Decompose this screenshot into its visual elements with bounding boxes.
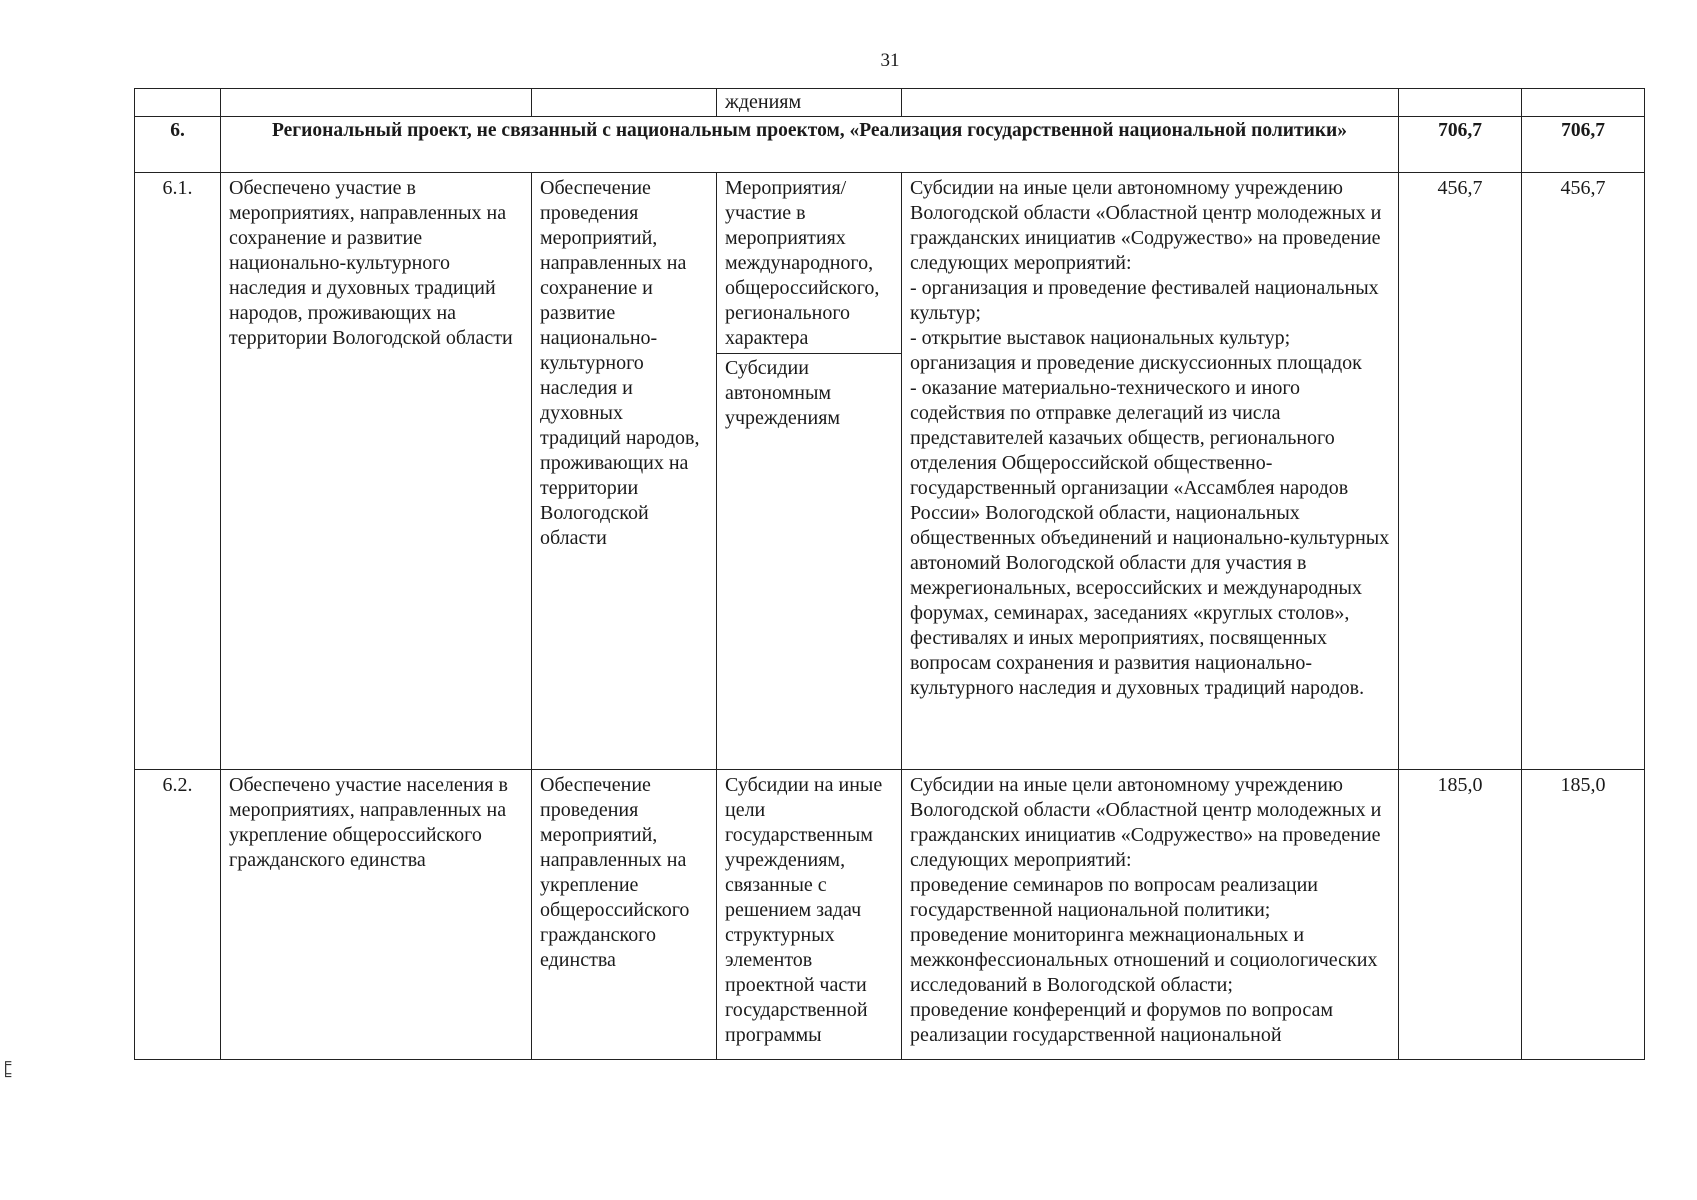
cont-val2-cell	[1522, 89, 1645, 117]
row-result: Обеспечено участие населения в мероприятиях, направленных на укрепление общероссийского гражданского единства	[221, 770, 532, 1060]
table-row	[135, 770, 1645, 1060]
row-description: Субсидии на иные цели автономному учреждению Вологодской области «Областной центр молодежных и гражданских инициатив «Содружество» на проведение следующих мероприятий: проведение семинаров по вопросам реализации государственной национальной политики; проведение мониторинга межнациональных и межконфессиональных отношений и социологических исследований в Вологодской области; проведение конференций и форумов по вопросам реализации государственной национальной	[902, 770, 1399, 1060]
row-description: Субсидии на иные цели автономному учреждению Вологодской области «Областной центр молодежных и гражданских инициатив «Содружество» на проведение следующих мероприятий: - организация и проведение фестивалей национальных культур; - открытие выставок национальных культур; организация и проведение дискуссионных площадок - оказание материально-технического и иного содействия по отправке делегаций из числа представителей казачьих обществ, регионального отделения Общероссийской общественно-государственный организации «Ассамблея народов России» Вологодской области, национальных общественных объединений и национально-культурных автономий Вологодской области для участия в межрегиональных, всероссийских и международных форумах, семинарах, заседаниях «круглых столов», фестивалях и иных мероприятиях, посвященных вопросам сохранения и развития национально-культурного наследия и духовных традиций народов.	[902, 173, 1399, 770]
row-type-a: Мероприятия/участие в мероприятиях международного, общероссийского, регионального характера	[725, 177, 880, 349]
row-type-a: Субсидии на иные цели государственным учреждениям, связанные с решением задач структурных элементов проектной части государственной программы	[725, 774, 883, 1046]
section-value-1: 706,7	[1399, 117, 1522, 173]
scan-edge-marks: ╒ ╘	[0, 1055, 12, 1084]
table-row	[135, 173, 1645, 770]
row-value-1: 456,7	[1399, 173, 1522, 770]
row-measure: Обеспечение проведения мероприятий, направленных на сохранение и развитие национально-культурного наследия и духовных традиций народов, проживающих на территории Вологодской области	[532, 173, 717, 770]
budget-table	[134, 88, 1645, 1060]
row-measure: Обеспечение проведения мероприятий, направленных на укрепление общероссийского гражданского единства	[532, 770, 717, 1060]
row-result: Обеспечено участие в мероприятиях, направленных на сохранение и развитие национально-культурного наследия и духовных традиций народов, проживающих на территории Вологодской области	[221, 173, 532, 770]
row-value-2: 456,7	[1522, 173, 1645, 770]
row-value-2: 185,0	[1522, 770, 1645, 1060]
cont-result-cell	[221, 89, 532, 117]
cont-desc-cell	[902, 89, 1399, 117]
cont-val1-cell	[1399, 89, 1522, 117]
row-type	[717, 770, 902, 1060]
page-number: 31	[880, 50, 900, 71]
cont-measure-cell	[532, 89, 717, 117]
row-type	[717, 173, 902, 770]
row-value-1: 185,0	[1399, 770, 1522, 1060]
row-number: 6.2.	[135, 770, 221, 1060]
section-row	[135, 117, 1645, 173]
section-number: 6.	[135, 117, 221, 173]
continuation-row	[135, 89, 1645, 117]
row-type-b: Субсидии автономным учреждениям	[717, 353, 901, 431]
section-title: Региональный проект, не связанный с национальным проектом, «Реализация государственной национальной политики»	[221, 117, 1399, 173]
cont-num-cell	[135, 89, 221, 117]
row-number: 6.1.	[135, 173, 221, 770]
cont-type-cell: ждениям	[717, 89, 902, 117]
section-value-2: 706,7	[1522, 117, 1645, 173]
